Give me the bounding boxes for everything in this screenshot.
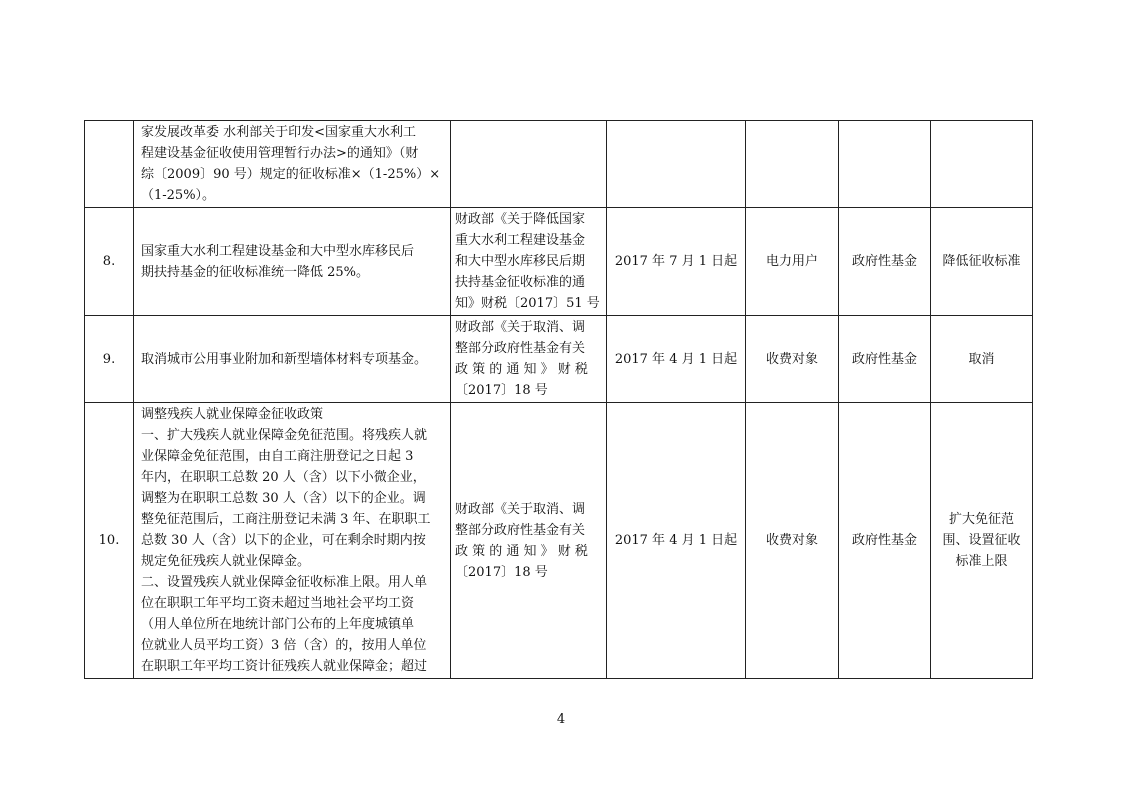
measure: 降低征收标准: [931, 208, 1033, 316]
policy-content: 调整残疾人就业保障金征收政策 一、扩大残疾人就业保障金免征范围。将残疾人就 业保障金免征范围，由自工商注册登记之日起 3 年内，在职职工总数 20 人（含）以下小微企业， 调整为在职职工总数 30 人（含）以下的企业。调 整免征范围后，工商注册登记未满 3 年、在职职工 总数 30 人（含）以下的企业，可在剩余时期内按 规定免征残疾人就业保障金。 二、设置残疾人就业保障金征收标准上限。用人单 位在职职工年平均工资未超过当地社会平均工资 （用人单位所在地统计部门公布的上年度城镇单 位就业人员平均工资）3 倍（含）的，按用人单位 在职职工年平均工资计征残疾人就业保障金；超过: [134, 403, 451, 679]
measure: 扩大免征范 围、设置征收 标准上限: [931, 403, 1033, 679]
row-number: 8.: [85, 208, 134, 316]
table-row: [85, 403, 1033, 679]
policy-basis: 财政部《关于取消、调 整部分政府性基金有关 政 策 的 通 知 》 财 税 〔2017〕18 号: [451, 403, 607, 679]
table-row: [85, 208, 1033, 316]
measure: 取消: [931, 316, 1033, 403]
beneficiary: 电力用户: [746, 208, 839, 316]
row-number: 9.: [85, 316, 134, 403]
table-row: [85, 121, 1033, 208]
policy-content: 取消城市公用事业附加和新型墙体材料专项基金。: [134, 316, 451, 403]
policy-basis: 财政部《关于降低国家 重大水利工程建设基金 和大中型水库移民后期 扶持基金征收标准的通 知》财税〔2017〕51 号: [451, 208, 607, 316]
effective-date: 2017 年 4 月 1 日起: [607, 403, 746, 679]
policy-content: 国家重大水利工程建设基金和大中型水库移民后 期扶持基金的征收标准统一降低 25%。: [134, 208, 451, 316]
policy-basis: [451, 121, 607, 208]
table-row: [85, 316, 1033, 403]
effective-date: [607, 121, 746, 208]
row-number: [85, 121, 134, 208]
beneficiary: 收费对象: [746, 403, 839, 679]
policy-basis: 财政部《关于取消、调 整部分政府性基金有关 政 策 的 通 知 》 财 税 〔2017〕18 号: [451, 316, 607, 403]
category: 政府性基金: [839, 208, 931, 316]
category: 政府性基金: [839, 403, 931, 679]
policy-table: [84, 120, 1033, 679]
policy-content: 家发展改革委 水利部关于印发<国家重大水利工 程建设基金征收使用管理暂行办法>的通知》（财 综〔2009〕90 号）规定的征收标准×（1-25%）× （1-25%）。: [134, 121, 451, 208]
measure: [931, 121, 1033, 208]
category: 政府性基金: [839, 316, 931, 403]
effective-date: 2017 年 4 月 1 日起: [607, 316, 746, 403]
beneficiary: [746, 121, 839, 208]
effective-date: 2017 年 7 月 1 日起: [607, 208, 746, 316]
category: [839, 121, 931, 208]
page-number: 4: [556, 712, 566, 727]
row-number: 10.: [85, 403, 134, 679]
beneficiary: 收费对象: [746, 316, 839, 403]
